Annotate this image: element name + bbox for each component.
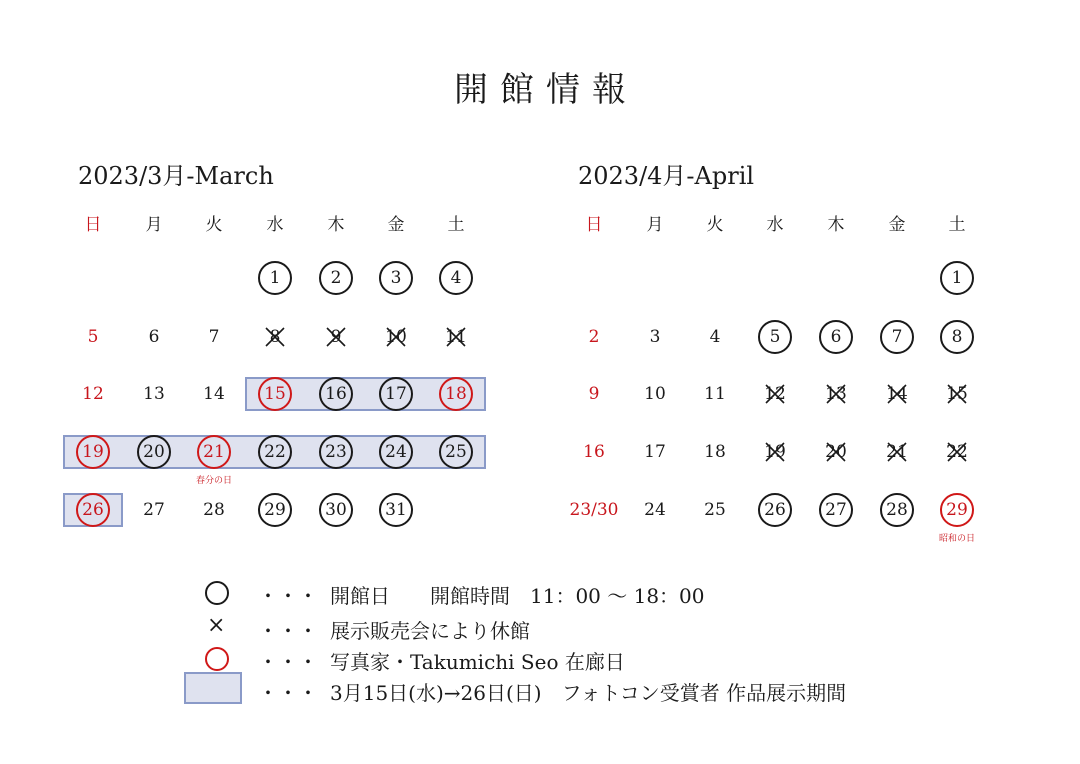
day-cell — [319, 377, 353, 411]
day-number: 7 — [208, 327, 220, 347]
day-cell — [137, 320, 171, 354]
closed-x-icon — [945, 440, 969, 464]
day-number: 26 — [82, 500, 104, 520]
day-cell — [819, 320, 853, 354]
day-number: 8 — [269, 327, 281, 347]
day-number: 20 — [143, 442, 165, 462]
closed-x-icon — [824, 382, 848, 406]
day-number: 10 — [385, 327, 407, 347]
day-number: 21 — [886, 442, 908, 462]
day-cell — [258, 493, 292, 527]
day-number: 11 — [704, 384, 726, 404]
day-number: 16 — [583, 442, 605, 462]
day-cell — [379, 377, 413, 411]
day-cell — [439, 377, 473, 411]
day-number: 19 — [764, 442, 786, 462]
day-cell — [564, 493, 624, 527]
day-cell — [940, 261, 974, 295]
day-cell — [258, 261, 292, 295]
day-number: 31 — [385, 500, 407, 520]
day-number: 12 — [82, 384, 104, 404]
weekday-header: 金 — [387, 215, 405, 235]
day-cell — [758, 435, 792, 469]
day-number: 4 — [450, 268, 462, 288]
legend-seo-text: 写真家・Takumichi Seo 在廊日 — [330, 650, 625, 674]
legend-open-text: 開館日 開館時間 11：00 〜 18：00 — [330, 584, 705, 608]
day-cell — [940, 435, 974, 469]
day-number: 25 — [704, 500, 726, 520]
day-number: 3 — [390, 268, 402, 288]
day-number: 27 — [825, 500, 847, 520]
day-number: 28 — [886, 500, 908, 520]
closed-x-icon — [763, 382, 787, 406]
day-cell — [880, 493, 914, 527]
day-number: 19 — [82, 442, 104, 462]
day-number: 13 — [825, 384, 847, 404]
day-number: 22 — [264, 442, 286, 462]
day-cell — [76, 493, 110, 527]
day-cell — [76, 377, 110, 411]
closed-x-icon — [444, 325, 468, 349]
day-cell — [638, 493, 672, 527]
day-cell — [137, 435, 171, 469]
legend-closed-text: 展示販売会により休館 — [330, 619, 530, 643]
day-cell — [638, 320, 672, 354]
day-number: 17 — [644, 442, 666, 462]
day-number: 13 — [143, 384, 165, 404]
day-cell — [638, 435, 672, 469]
weekday-header: 月 — [145, 215, 163, 235]
day-number: 9 — [588, 384, 600, 404]
day-cell — [940, 493, 974, 527]
day-number: 1 — [269, 268, 281, 288]
day-cell — [819, 435, 853, 469]
weekday-header: 水 — [766, 215, 784, 235]
day-number: 10 — [644, 384, 666, 404]
weekday-header: 月 — [646, 215, 664, 235]
day-number: 9 — [330, 327, 342, 347]
weekday-header: 火 — [706, 215, 724, 235]
closed-x-icon — [263, 325, 287, 349]
day-cell — [319, 261, 353, 295]
closed-x-icon — [763, 440, 787, 464]
day-cell — [258, 435, 292, 469]
day-cell — [758, 377, 792, 411]
closed-x-icon — [885, 440, 909, 464]
day-cell — [439, 320, 473, 354]
day-cell — [319, 435, 353, 469]
day-cell — [379, 320, 413, 354]
day-cell — [258, 320, 292, 354]
page-title: 開館情報 — [454, 70, 638, 110]
day-number: 6 — [830, 327, 842, 347]
day-cell — [940, 320, 974, 354]
weekday-header: 木 — [327, 215, 345, 235]
day-number: 5 — [769, 327, 781, 347]
day-cell — [577, 320, 611, 354]
day-cell — [439, 435, 473, 469]
day-cell — [940, 377, 974, 411]
day-cell — [197, 493, 231, 527]
weekday-header: 木 — [827, 215, 845, 235]
day-cell — [197, 377, 231, 411]
day-cell — [819, 377, 853, 411]
legend-exhibition-text: 3月15日(水)→26日(日) フォトコン受賞者 作品展示期間 — [330, 681, 847, 705]
day-number: 5 — [87, 327, 99, 347]
legend-dots: ・・・ — [258, 584, 318, 608]
calendar-heading: 2023/4月-April — [578, 162, 755, 190]
day-cell — [379, 493, 413, 527]
day-cell — [258, 377, 292, 411]
day-cell — [379, 435, 413, 469]
day-cell — [698, 435, 732, 469]
day-number: 4 — [709, 327, 721, 347]
day-number: 15 — [946, 384, 968, 404]
day-cell — [137, 493, 171, 527]
day-number: 24 — [644, 500, 666, 520]
day-number: 11 — [445, 327, 467, 347]
day-cell — [76, 435, 110, 469]
day-number: 29 — [946, 500, 968, 520]
day-cell — [698, 320, 732, 354]
day-cell — [819, 493, 853, 527]
weekday-header: 水 — [266, 215, 284, 235]
day-number: 22 — [946, 442, 968, 462]
day-number: 2 — [588, 327, 600, 347]
day-cell — [319, 493, 353, 527]
day-cell — [319, 320, 353, 354]
day-cell — [698, 377, 732, 411]
day-cell — [76, 320, 110, 354]
closed-x-icon — [824, 440, 848, 464]
day-number: 28 — [203, 500, 225, 520]
day-number: 17 — [385, 384, 407, 404]
calendar-heading: 2023/3月-March — [78, 162, 274, 190]
day-number: 18 — [704, 442, 726, 462]
exhibition-swatch — [184, 672, 242, 704]
weekday-header: 土 — [447, 215, 465, 235]
day-number: 25 — [445, 442, 467, 462]
day-number: 6 — [148, 327, 160, 347]
day-cell — [638, 377, 672, 411]
day-number: 2 — [330, 268, 342, 288]
day-number: 1 — [951, 268, 963, 288]
day-cell — [577, 435, 611, 469]
closed-x-icon — [384, 325, 408, 349]
day-number: 14 — [203, 384, 225, 404]
day-cell — [577, 377, 611, 411]
weekday-header: 土 — [948, 215, 966, 235]
day-number: 23/30 — [569, 500, 619, 520]
weekday-header: 金 — [888, 215, 906, 235]
day-number: 12 — [764, 384, 786, 404]
seo-red-circle-icon — [205, 647, 229, 671]
day-cell — [137, 377, 171, 411]
day-number: 18 — [445, 384, 467, 404]
day-number: 8 — [951, 327, 963, 347]
holiday-note: 春分の日 — [195, 476, 232, 486]
day-number: 3 — [649, 327, 661, 347]
closed-x-icon — [324, 325, 348, 349]
day-cell — [758, 320, 792, 354]
day-number: 26 — [764, 500, 786, 520]
day-cell — [758, 493, 792, 527]
weekday-header: 日 — [585, 215, 603, 235]
day-number: 15 — [264, 384, 286, 404]
weekday-header: 火 — [205, 215, 223, 235]
day-number: 21 — [203, 442, 225, 462]
closed-x-icon — [945, 382, 969, 406]
day-number: 27 — [143, 500, 165, 520]
day-number: 16 — [325, 384, 347, 404]
holiday-note: 昭和の日 — [938, 534, 975, 544]
closed-x-icon — [885, 382, 909, 406]
weekday-header: 日 — [84, 215, 102, 235]
day-number: 7 — [891, 327, 903, 347]
day-number: 20 — [825, 442, 847, 462]
day-cell — [197, 320, 231, 354]
day-cell — [880, 320, 914, 354]
legend-dots: ・・・ — [258, 619, 318, 643]
day-cell — [698, 493, 732, 527]
day-cell — [880, 435, 914, 469]
day-cell — [379, 261, 413, 295]
day-cell — [880, 377, 914, 411]
day-cell — [197, 435, 231, 469]
open-circle-icon — [205, 581, 229, 605]
day-number: 30 — [325, 500, 347, 520]
legend-dots: ・・・ — [258, 681, 318, 705]
closed-x-icon: × — [207, 613, 226, 638]
legend-dots: ・・・ — [258, 650, 318, 674]
day-number: 29 — [264, 500, 286, 520]
day-number: 24 — [385, 442, 407, 462]
day-number: 23 — [325, 442, 347, 462]
day-cell — [439, 261, 473, 295]
day-number: 14 — [886, 384, 908, 404]
